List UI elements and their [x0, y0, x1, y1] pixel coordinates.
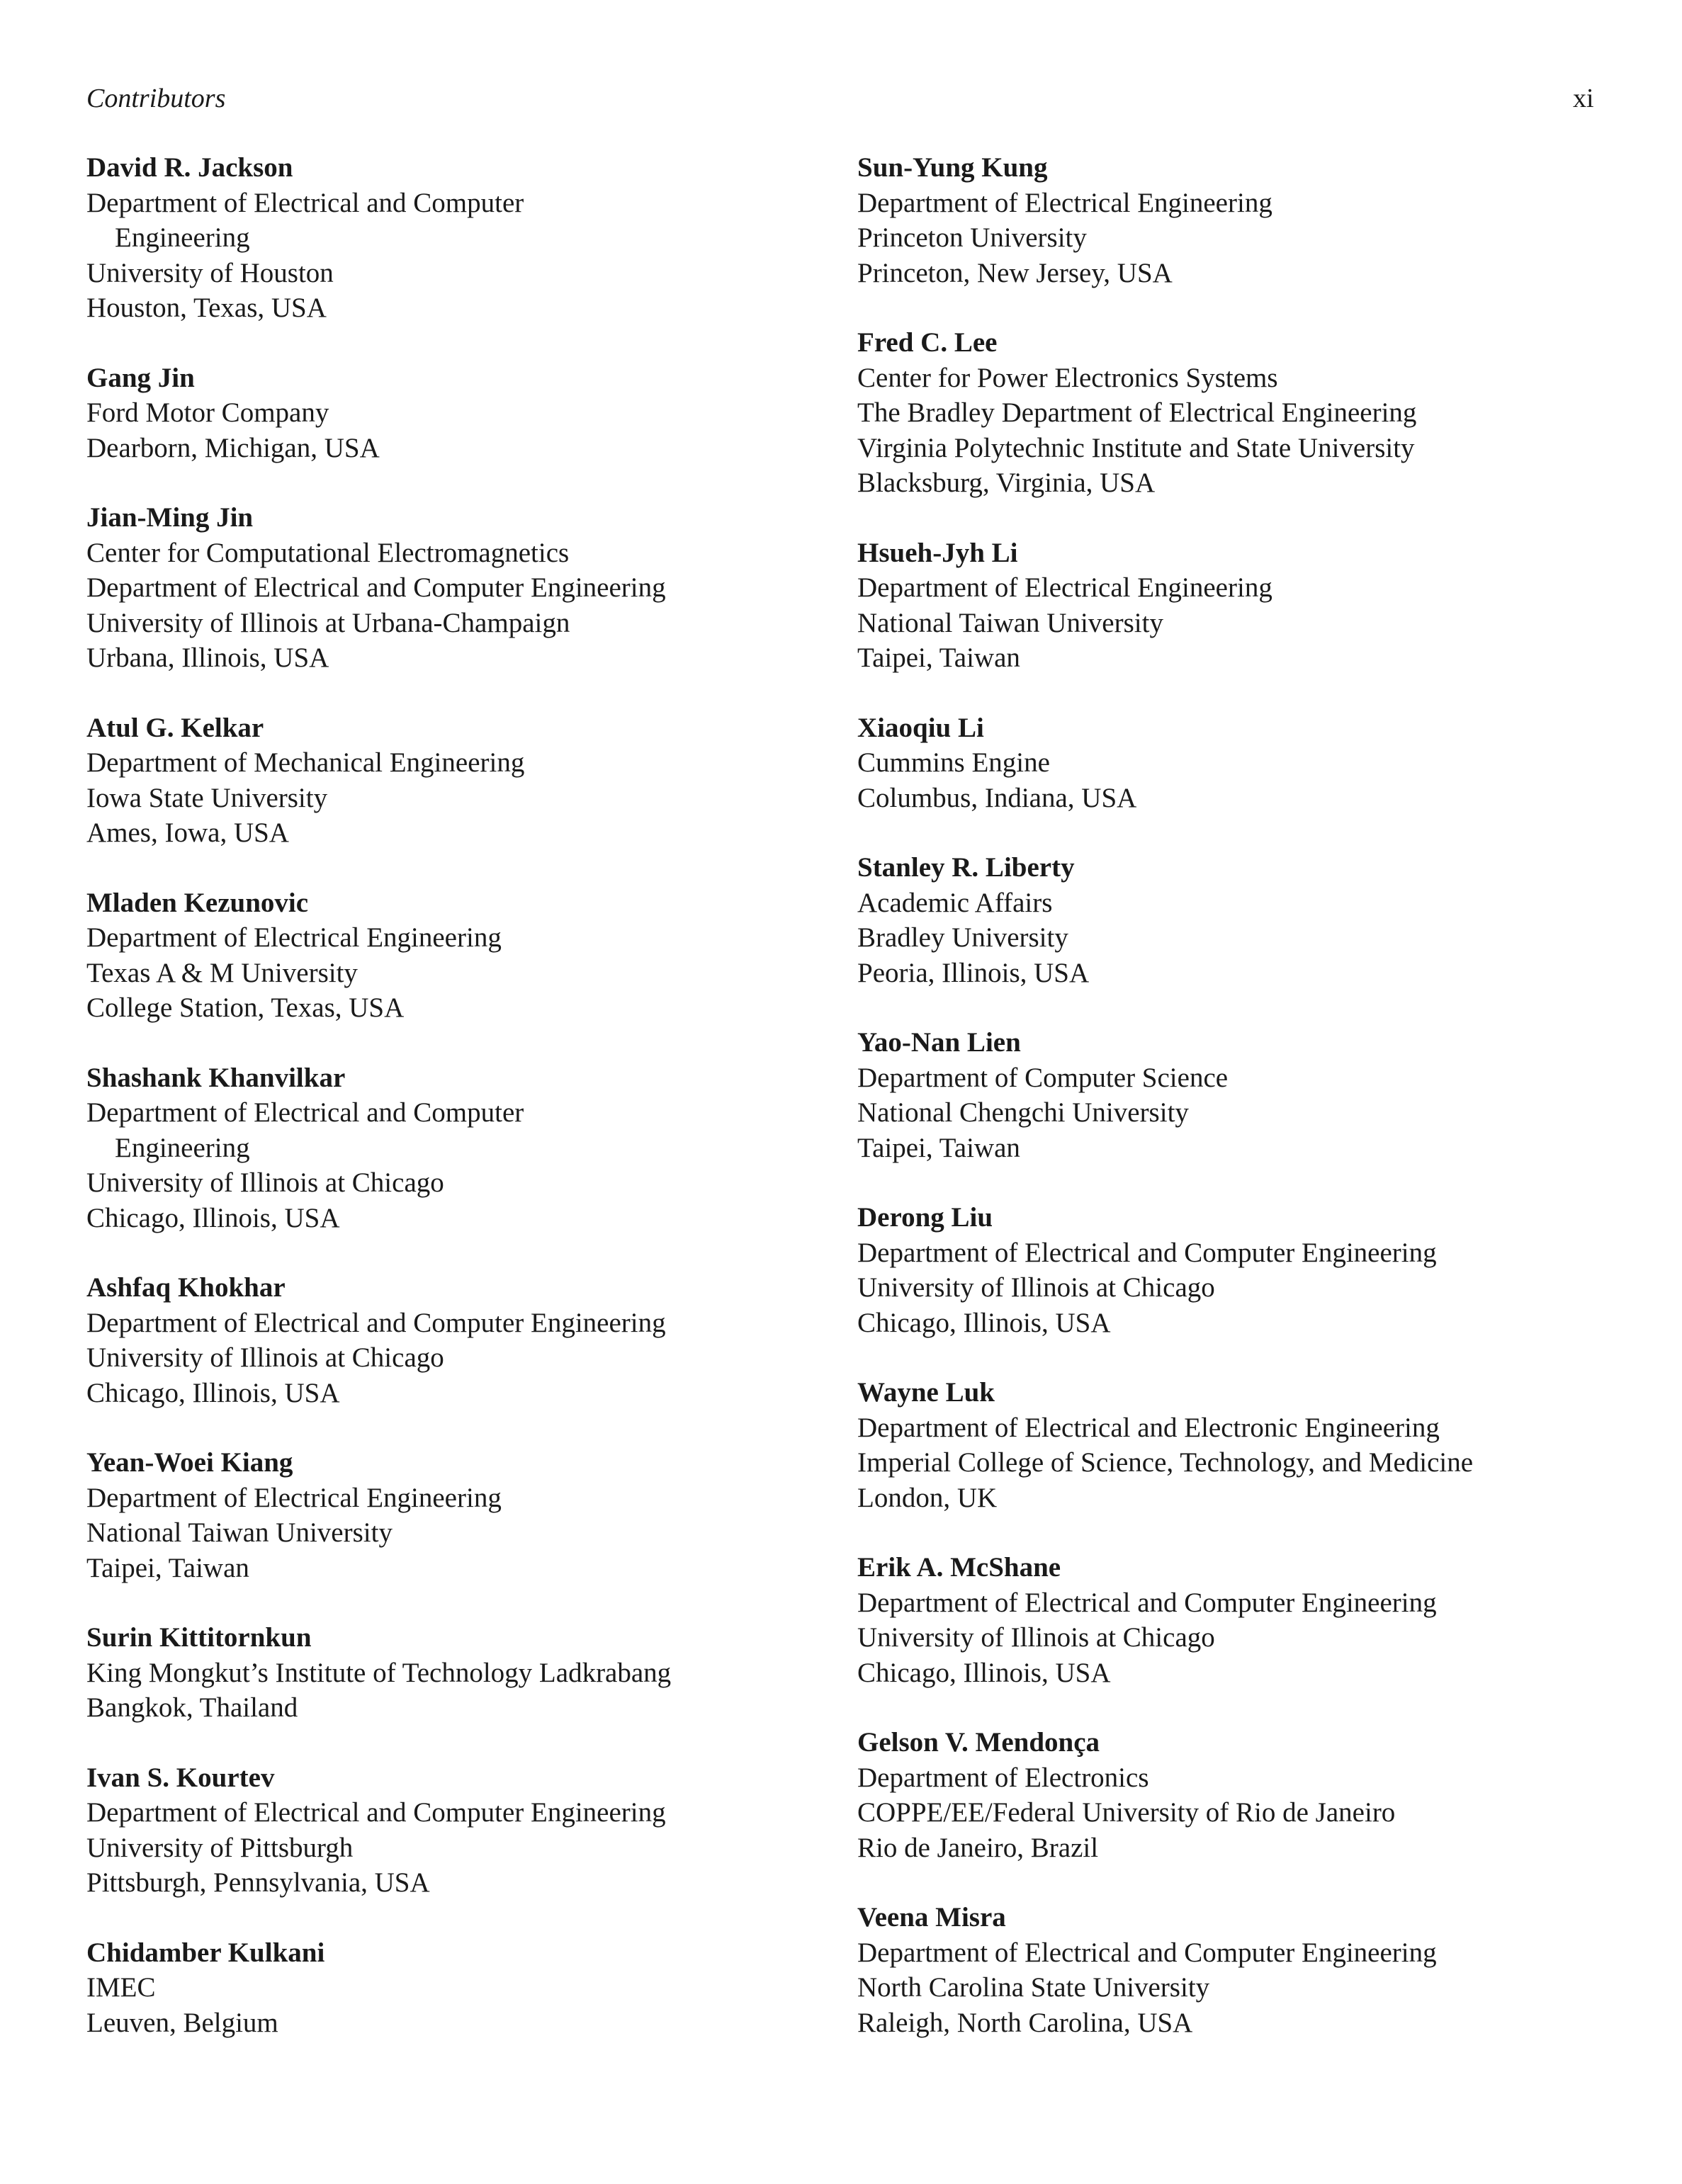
affiliation-line: Chicago, Illinois, USA	[86, 1202, 340, 1233]
affiliation-line: Taipei, Taiwan	[857, 1132, 1020, 1163]
affiliation-line: University of Illinois at Chicago	[86, 1342, 444, 1373]
affiliation-line: Department of Electrical Engineering	[857, 572, 1272, 603]
affiliation-line: Center for Power Electronics Systems	[857, 362, 1278, 393]
affiliation-line: Department of Electrical and Computer	[86, 187, 524, 218]
affiliation-line: College Station, Texas, USA	[86, 992, 405, 1023]
affiliation-line: Department of Electrical and Computer	[86, 1097, 524, 1128]
affiliation-line: Princeton, New Jersey, USA	[857, 257, 1173, 288]
left-column	[86, 150, 830, 2075]
contributor-name: Yao-Nan Lien	[857, 1027, 1021, 1058]
affiliation-line: Peoria, Illinois, USA	[857, 957, 1090, 988]
affiliation-line: Department of Electrical and Computer Engineering	[86, 1307, 666, 1338]
contributor-entry	[86, 1760, 830, 1901]
contributor-name: Yean-Woei Kiang	[86, 1447, 293, 1478]
contributor-entry	[857, 1375, 1644, 1515]
contributor-entry	[86, 361, 830, 466]
affiliation-line: Urbana, Illinois, USA	[86, 643, 329, 673]
affiliation-line: Department of Electrical Engineering	[857, 187, 1272, 218]
affiliation-line: Chicago, Illinois, USA	[857, 1657, 1111, 1688]
affiliation-line: National Taiwan University	[857, 607, 1163, 638]
affiliation-line: Department of Electrical Engineering	[86, 922, 502, 953]
affiliation-line: Center for Computational Electromagnetics	[86, 537, 570, 568]
affiliation-line: Department of Electrical and Computer Engineering	[86, 572, 666, 603]
contributor-name: Ivan S. Kourtev	[86, 1762, 275, 1793]
contributor-name: Atul G. Kelkar	[86, 712, 264, 743]
contributor-entry	[857, 150, 1644, 290]
affiliation-line: University of Illinois at Urbana-Champaign	[86, 607, 570, 638]
affiliation-line: Department of Computer Science	[857, 1062, 1229, 1093]
affiliation-line: Houston, Texas, USA	[86, 293, 327, 323]
contributor-entry	[86, 500, 830, 676]
contributor-entry	[857, 1025, 1644, 1165]
affiliation-line: COPPE/EE/Federal University of Rio de Janeiro	[857, 1797, 1396, 1828]
contributor-entry	[857, 536, 1644, 676]
affiliation-line: Iowa State University	[86, 782, 328, 813]
contributor-name: Hsueh-Jyh Li	[857, 537, 1018, 568]
affiliation-line: University of Illinois at Chicago	[86, 1167, 444, 1198]
contributor-entry	[86, 1270, 830, 1410]
affiliation-line: Taipei, Taiwan	[86, 1552, 249, 1583]
contributor-name: Wayne Luk	[857, 1377, 995, 1408]
contributor-entry	[86, 1620, 830, 1726]
affiliation-line: Raleigh, North Carolina, USA	[857, 2007, 1193, 2038]
affiliation-line: Virginia Polytechnic Institute and State University	[857, 432, 1415, 463]
affiliation-line: Dearborn, Michigan, USA	[86, 432, 380, 463]
affiliation-line: Chicago, Illinois, USA	[86, 1377, 340, 1408]
affiliation-line: Texas A & M University	[86, 957, 358, 988]
page-number: xi	[1573, 84, 1594, 113]
contributor-entry	[857, 1200, 1644, 1340]
contributor-entry	[86, 1935, 830, 2041]
contributor-entry	[86, 1445, 830, 1585]
affiliation-line: University of Houston	[86, 257, 334, 288]
contributor-name: Erik A. McShane	[857, 1552, 1061, 1583]
contributor-name: Chidamber Kulkani	[86, 1937, 325, 1968]
affiliation-line: Department of Electrical Engineering	[86, 1482, 502, 1513]
contributor-entry	[857, 1550, 1644, 1690]
affiliation-line: Bangkok, Thailand	[86, 1692, 298, 1723]
contributor-name: Xiaoqiu Li	[857, 712, 984, 743]
contributor-name: Gang Jin	[86, 362, 195, 393]
affiliation-line: National Taiwan University	[86, 1517, 393, 1548]
affiliation-line: Rio de Janeiro, Brazil	[857, 1832, 1099, 1863]
affiliation-line: Princeton University	[857, 222, 1087, 253]
contributor-name: Stanley R. Liberty	[857, 852, 1075, 883]
affiliation-line: Taipei, Taiwan	[857, 643, 1020, 673]
affiliation-line: Department of Mechanical Engineering	[86, 747, 525, 778]
affiliation-line: Ford Motor Company	[86, 397, 329, 428]
affiliation-line: University of Pittsburgh	[86, 1832, 354, 1863]
contributor-entry	[86, 150, 830, 326]
affiliation-line: Department of Electrical and Computer Engineering	[86, 1797, 666, 1828]
affiliation-line: University of Illinois at Chicago	[857, 1622, 1215, 1653]
affiliation-line: London, UK	[857, 1482, 998, 1513]
contributor-entry	[857, 1900, 1644, 2040]
contributor-entry	[857, 850, 1644, 990]
contributor-name: Surin Kittitornkun	[86, 1622, 312, 1653]
contributor-entry	[86, 886, 830, 1026]
contributor-name: Veena Misra	[857, 1902, 1006, 1933]
contributor-entry	[857, 711, 1644, 816]
affiliation-line: Engineering	[115, 1132, 250, 1163]
affiliation-line: Chicago, Illinois, USA	[857, 1307, 1111, 1338]
contributor-name: Derong Liu	[857, 1202, 993, 1233]
affiliation-line: Blacksburg, Virginia, USA	[857, 468, 1156, 498]
affiliation-line: National Chengchi University	[857, 1097, 1189, 1128]
contributor-name: Gelson V. Mendonça	[857, 1727, 1100, 1758]
affiliation-line: Department of Electronics	[857, 1762, 1149, 1793]
contributor-name: Shashank Khanvilkar	[86, 1062, 346, 1093]
contributor-entry	[857, 325, 1644, 501]
affiliation-line: Bradley University	[857, 922, 1068, 953]
affiliation-line: Leuven, Belgium	[86, 2007, 278, 2038]
affiliation-line: Department of Electrical and Computer Engineering	[857, 1587, 1437, 1618]
affiliation-line: Department of Electrical and Computer Engineering	[857, 1937, 1437, 1968]
affiliation-line: King Mongkut’s Institute of Technology Ladkrabang	[86, 1657, 672, 1688]
contributor-name: Mladen Kezunovic	[86, 887, 309, 918]
affiliation-line: Cummins Engine	[857, 747, 1050, 778]
affiliation-line: IMEC	[86, 1972, 156, 2003]
affiliation-line: Engineering	[115, 222, 250, 253]
contributor-entry	[86, 711, 830, 851]
contributor-entry	[857, 1725, 1644, 1865]
affiliation-line: The Bradley Department of Electrical Engineering	[857, 397, 1417, 428]
contributor-name: Ashfaq Khokhar	[86, 1272, 286, 1303]
contributor-name: Fred C. Lee	[857, 327, 998, 358]
affiliation-line: Pittsburgh, Pennsylvania, USA	[86, 1867, 430, 1898]
affiliation-line: Columbus, Indiana, USA	[857, 782, 1137, 813]
affiliation-line: Department of Electrical and Electronic Engineering	[857, 1412, 1440, 1443]
contributor-name: David R. Jackson	[86, 152, 293, 183]
running-head: Contributors	[86, 84, 226, 113]
right-column	[857, 150, 1644, 2075]
affiliation-line: Department of Electrical and Computer Engineering	[857, 1237, 1437, 1268]
affiliation-line: University of Illinois at Chicago	[857, 1272, 1215, 1303]
contributor-name: Jian-Ming Jin	[86, 502, 254, 533]
contributor-name: Sun-Yung Kung	[857, 152, 1048, 183]
affiliation-line: Academic Affairs	[857, 887, 1053, 918]
affiliation-line: Ames, Iowa, USA	[86, 817, 289, 848]
affiliation-line: Imperial College of Science, Technology, and Medicine	[857, 1447, 1474, 1478]
contributor-entry	[86, 1060, 830, 1236]
affiliation-line: North Carolina State University	[857, 1972, 1210, 2003]
